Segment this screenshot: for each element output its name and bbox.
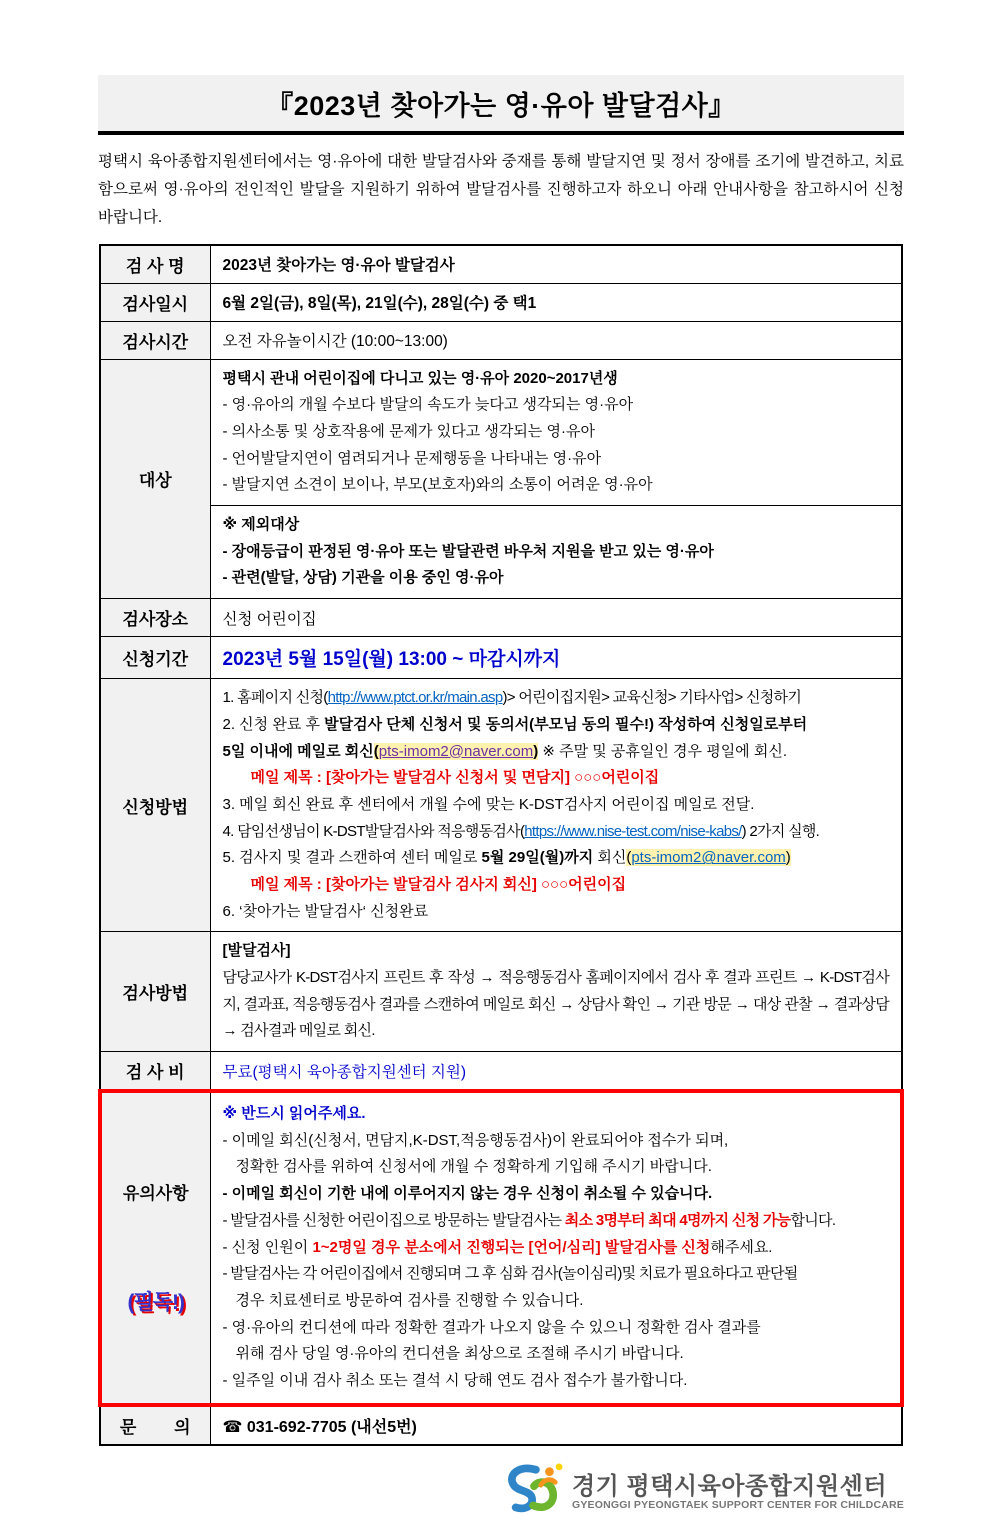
text-segment: 4. 담임선생님이 K-DST발달검사와 적응행동검사( [222, 822, 525, 840]
notes-lines [223, 1101, 889, 1395]
text-segment: 메일 제목 : [찾아가는 발달검사 검사지 회신] ○○○어린이집 [250, 875, 627, 893]
text-line [223, 512, 890, 539]
text-segment: - 영·유아의 컨디션에 따라 정확한 결과가 나오지 않을 수 있으니 정확한 검사 결과를 [222, 1318, 761, 1336]
text-segment: 5. 검사지 및 결과 스캔하여 센터 메일로 [222, 849, 482, 867]
text-line [223, 1208, 889, 1235]
org-name-block [572, 1474, 904, 1511]
text-line [223, 1261, 889, 1288]
text-segment: 평택시 관내 어린이집에 다니고 있는 영·유아 2020~2017년생 [222, 369, 618, 387]
contact-value: ☎ 031-692-7705 (내선5번) [210, 1405, 902, 1445]
text-line [223, 739, 890, 766]
text-segment: - 신청 인원이 [222, 1238, 313, 1256]
row-label-notes [100, 1091, 210, 1405]
row-label-place: 검사장소 [100, 599, 210, 637]
text-segment: - 영·유아의 개월 수보다 발달의 속도가 늦다고 생각되는 영·유아 [222, 396, 634, 414]
text-line [223, 1101, 889, 1128]
notes-label: 유의사항 [122, 1184, 189, 1204]
exam-name-value: 2023년 찾아가는 영·유아 발달검사 [210, 245, 902, 284]
text-line [223, 1288, 889, 1315]
org-name-korean: 경기 평택시육아종합지원센터 [571, 1472, 888, 1500]
text-line [223, 872, 890, 899]
text-line [223, 765, 890, 792]
text-line [223, 845, 890, 872]
text-line [223, 1315, 889, 1342]
text-line [223, 1154, 889, 1181]
text-line [223, 792, 890, 819]
row-label-fee: 검 사 비 [100, 1052, 210, 1092]
text-segment: [발달검사] [222, 942, 291, 960]
text-line [223, 419, 890, 446]
text-line [223, 1128, 889, 1155]
text-segment: 해주세요. [710, 1238, 773, 1256]
apply-period-value: 2023년 5월 15일(월) 13:00 ~ 마감시까지 [210, 637, 902, 679]
notes-must-read-label: (필독!) [127, 1291, 185, 1315]
text-segment: 회신 [593, 849, 627, 867]
table-row [100, 321, 902, 359]
text-line [223, 1341, 889, 1368]
text-segment: 1. 홈페이지 신청( [222, 689, 328, 707]
text-segment: - 장애등급이 판정된 영·유아 또는 발달관련 바우처 지원을 받고 있는 영·유아 [222, 542, 714, 560]
info-table [98, 244, 904, 1446]
text-segment: 3. 메일 회신 완료 후 센터에서 개월 수에 맞는 K-DST검사지 어린이집 메일로 전달. [222, 795, 755, 813]
text-segment: - 발달지연 소견이 보이나, 부모(보호자)와의 소통이 어려운 영·유아 [222, 476, 653, 494]
exam-date-value: 6월 2일(금), 8일(목), 21일(수), 28일(수) 중 택1 [210, 283, 902, 321]
text-segment: ※ 반드시 읽어주세요. [222, 1105, 366, 1123]
title-bar [98, 75, 904, 135]
text-line [223, 899, 890, 926]
text-segment: )> 어린이집지원> 교육신청> 기타사업> 신청하기 [502, 689, 802, 707]
text-line [223, 446, 890, 473]
text-line [223, 965, 890, 1045]
row-label-contact: 문 의 [100, 1405, 210, 1445]
text-segment: ) [785, 849, 791, 867]
text-segment: 2. 신청 완료 후 [222, 715, 325, 733]
row-label-exam-method: 검사방법 [100, 932, 210, 1052]
org-name-english: GYEONGGI PYEONGTAEK SUPPORT CENTER FOR CHILDCARE [571, 1498, 904, 1511]
intro-paragraph: 평택시 육아종합지원센터에서는 영·유아에 대한 발달검사와 중재를 통해 발달지연 및 정서 장애를 조기에 발견하고, 치료함으로써 영·유아의 전인적인 발달을 지원하기 위하여 발달검사를 진행하고자 하오니 아래 안내사항을 참고하시어 신청 바랍니다. [98, 153, 904, 226]
row-label-exam-name: 검 사 명 [100, 245, 210, 284]
text-line [223, 366, 890, 393]
row-label-target: 대상 [100, 359, 210, 599]
nise-test-link[interactable]: https://www.nise-test.com/nise-kabs/ [524, 822, 742, 840]
text-segment: 5월 29일(월)까지 [481, 849, 594, 867]
org-logo-icon [504, 1462, 564, 1523]
table-row [100, 932, 902, 1052]
text-segment: ( [626, 849, 632, 867]
table-row [100, 679, 902, 932]
text-line [223, 685, 890, 712]
target-lower-cell [210, 506, 902, 599]
text-segment: - 일주일 이내 검사 취소 또는 결석 시 당해 연도 검사 접수가 불가합니다. [222, 1371, 688, 1389]
document-content [98, 0, 904, 1523]
text-segment: - 이메일 회신(신청서, 면담지,K-DST,적응행동검사)이 완료되어야 접수가 되며, [222, 1131, 729, 1149]
target-upper-cell [210, 359, 902, 505]
text-line [223, 712, 890, 739]
text-segment: 최소 3명부터 최대 4명까지 신청 가능 [564, 1211, 791, 1229]
text-line [223, 472, 890, 499]
text-segment: - 이메일 회신이 기한 내에 이루어지지 않는 경우 신청이 취소될 수 있습니다. [222, 1185, 713, 1203]
table-row [100, 599, 902, 637]
page-title: 『2023년 찾아가는 영·유아 발달검사』 [266, 91, 736, 121]
row-label-exam-date: 검사일시 [100, 283, 210, 321]
text-segment: ( [373, 742, 379, 760]
text-segment: - 발달검사를 신청한 어린이집으로 방문하는 발달검사는 [222, 1211, 565, 1229]
text-segment: 6. ‘찾아가는 발달검사‘ 신청완료 [222, 902, 429, 920]
table-row-notes [100, 1091, 902, 1405]
org-signature [504, 1462, 904, 1523]
text-segment: - 언어발달지연이 염려되거나 문제행동을 나타내는 영·유아 [222, 449, 602, 467]
row-label-apply-period: 신청기간 [100, 637, 210, 679]
text-segment: 메일 제목 : [찾아가는 발달검사 신청서 및 면담지] ○○○어린이집 [250, 769, 660, 787]
text-line [223, 392, 890, 419]
text-segment: 발달검사 단체 신청서 및 동의서(부모님 동의 필수!) 작성하여 신청일로부터 [324, 715, 808, 733]
text-segment: - 관련(발달, 상담) 기관을 이용 중인 영·유아 [222, 569, 504, 587]
notes-cell [210, 1091, 902, 1405]
text-segment: 1~2명일 경우 분소에서 진행되는 [언어/심리] 발달검사를 신청 [312, 1238, 711, 1256]
text-line [223, 938, 890, 965]
text-line [223, 565, 890, 592]
exam-method-cell [210, 932, 902, 1052]
table-row [100, 506, 902, 599]
email-link[interactable]: pts-imom2@naver.com [378, 742, 534, 760]
text-segment: ※ 제외대상 [222, 516, 300, 534]
table-row [100, 637, 902, 679]
text-segment: 5일 이내에 메일로 회신 [222, 742, 374, 760]
text-segment: ) [533, 742, 539, 760]
row-label-exam-time: 검사시간 [100, 321, 210, 359]
text-segment: 위해 검사 당일 영·유아의 컨디션을 최상으로 조절해 주시기 바랍니다. [235, 1345, 684, 1363]
text-segment: 정확한 검사를 위하여 신청서에 개월 수 정확하게 기입해 주시기 바랍니다. [235, 1158, 712, 1176]
table-row [100, 1052, 902, 1092]
text-line [223, 1235, 889, 1262]
text-segment: 경우 치료센터로 방문하여 검사를 진행할 수 있습니다. [235, 1291, 584, 1309]
fee-value: 무료(평택시 육아종합지원센터 지원) [210, 1052, 902, 1092]
text-segment: - 의사소통 및 상호작용에 문제가 있다고 생각되는 영·유아 [222, 423, 595, 441]
table-row [100, 245, 902, 284]
table-row [100, 359, 902, 505]
text-line [223, 819, 890, 846]
text-line [223, 539, 890, 566]
place-value: 신청 어린이집 [210, 599, 902, 637]
exam-time-value: 오전 자유놀이시간 (10:00~13:00) [210, 321, 902, 359]
text-line [223, 1368, 889, 1395]
text-segment: ※ 주말 및 공휴일인 경우 평일에 회신. [538, 742, 787, 760]
exam-method-lines [223, 938, 890, 1045]
text-segment: ) 2가지 실행. [741, 822, 820, 840]
table-row [100, 283, 902, 321]
text-segment: - 발달검사는 각 어린이집에서 진행되며 그 후 심화 검사(놀이심리)및 치료가 필요하다고 판단될 [222, 1265, 798, 1283]
target-exclusion-lines [223, 512, 890, 592]
target-upper-lines [223, 366, 890, 499]
text-line [223, 1181, 889, 1208]
text-segment: 담당교사가 K-DST검사지 프린트 후 작성 → 적응행동검사 홈페이지에서 검사 후 결과 프린트 → K-DST검사지, 결과표, 적응행동검사 결과를 스캔하여 메일로 회신 → 상담사 확인 → 기관 방문 → 대상 관찰 → 결과상담 → 검사결과 메일로 회신. [222, 969, 889, 1040]
row-label-apply-method: 신청방법 [100, 679, 210, 932]
text-segment: 합니다. [790, 1211, 836, 1229]
apply-method-cell [210, 679, 902, 932]
footer [98, 1462, 904, 1523]
apply-method-lines [223, 685, 890, 925]
homepage-link[interactable]: http://www.ptct.or.kr/main.asp [327, 689, 503, 707]
email-link[interactable]: pts-imom2@naver.com [631, 849, 786, 867]
table-row [100, 1405, 902, 1445]
